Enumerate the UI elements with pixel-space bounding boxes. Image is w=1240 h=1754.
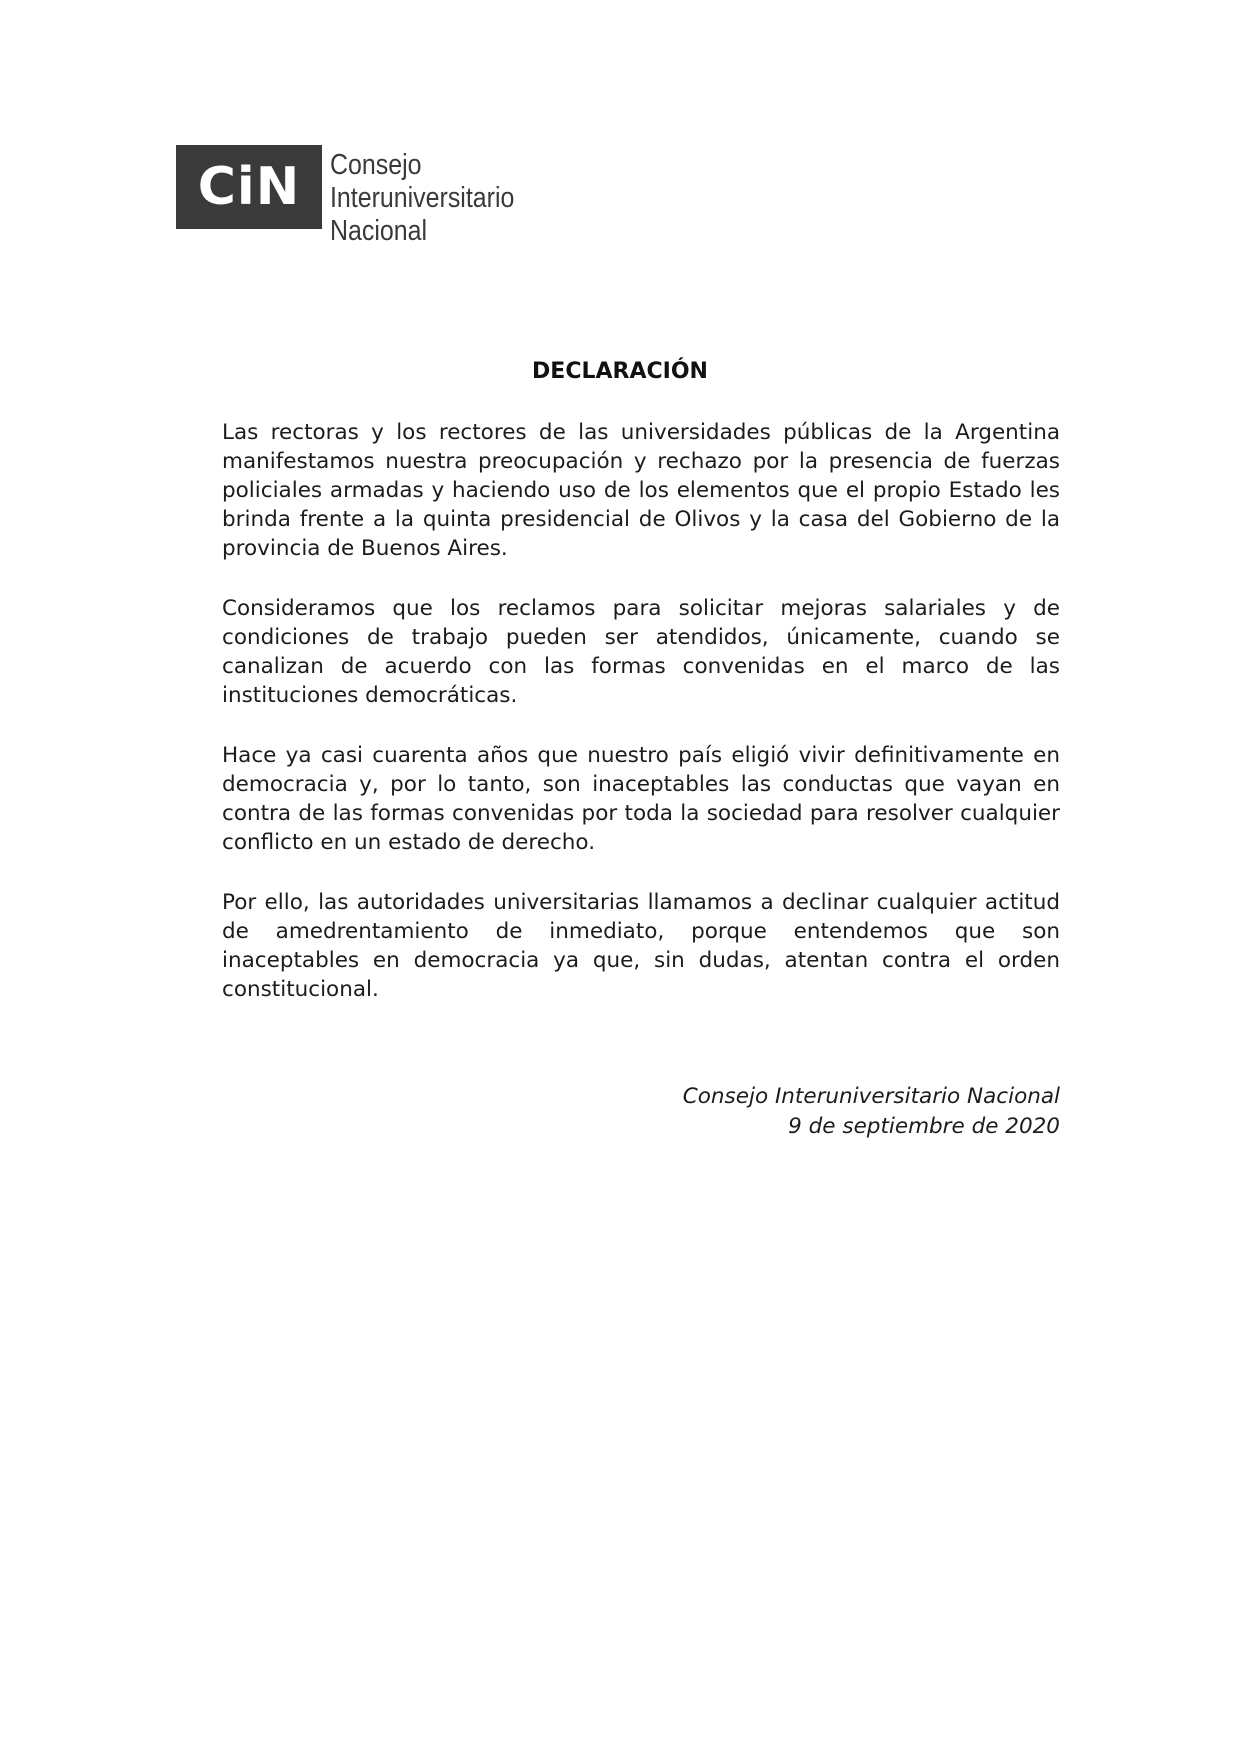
signature-block [683,1082,1060,1142]
paragraph-2: Consideramos que los reclamos para solicitar mejoras salariales y de condiciones de trabajo pueden ser atendidos, únicamente, cuando se canalizan de acuerdo con las formas convenidas en el marco de las instituciones democráticas. [222,596,1060,708]
logo-line-3: Nacional [330,215,428,247]
signature-organization: Consejo Interuniversitario Nacional [682,1084,1060,1109]
document-title: DECLARACIÓN [532,359,708,384]
paragraph-3: Hace ya casi cuarenta años que nuestro país eligió vivir definitivamente en democracia y, por lo tanto, son inaceptables las conductas que vayan en contra de las formas convenidas por toda la sociedad para resolver cualquier conflicto en un estado de derecho. [222,743,1060,855]
logo-mark: CiN [176,145,322,229]
paragraph-1: Las rectoras y los rectores de las universidades públicas de la Argentina manifestamos nuestra preocupación y rechazo por la presencia de fuerzas policiales armadas y haciendo uso de los elementos que el propio Estado les brinda frente a la quinta presidencial de Olivos y la casa del Gobierno de la provincia de Buenos Aires. [222,420,1060,561]
paragraph-4: Por ello, las autoridades universitarias llamamos a declinar cualquier actitud de amedrentamiento de inmediato, porque entendemos que son inaceptables en democracia ya que, sin dudas, atentan contra el orden constitucional. [222,890,1060,1002]
declaration-body [222,418,1060,1035]
logo-line-1: Consejo [330,149,422,181]
cin-logo [176,145,544,248]
logo-line-2: Interuniversitario [330,182,515,214]
logo-wordmark [330,149,514,248]
signature-date: 9 de septiembre de 2020 [788,1114,1060,1139]
